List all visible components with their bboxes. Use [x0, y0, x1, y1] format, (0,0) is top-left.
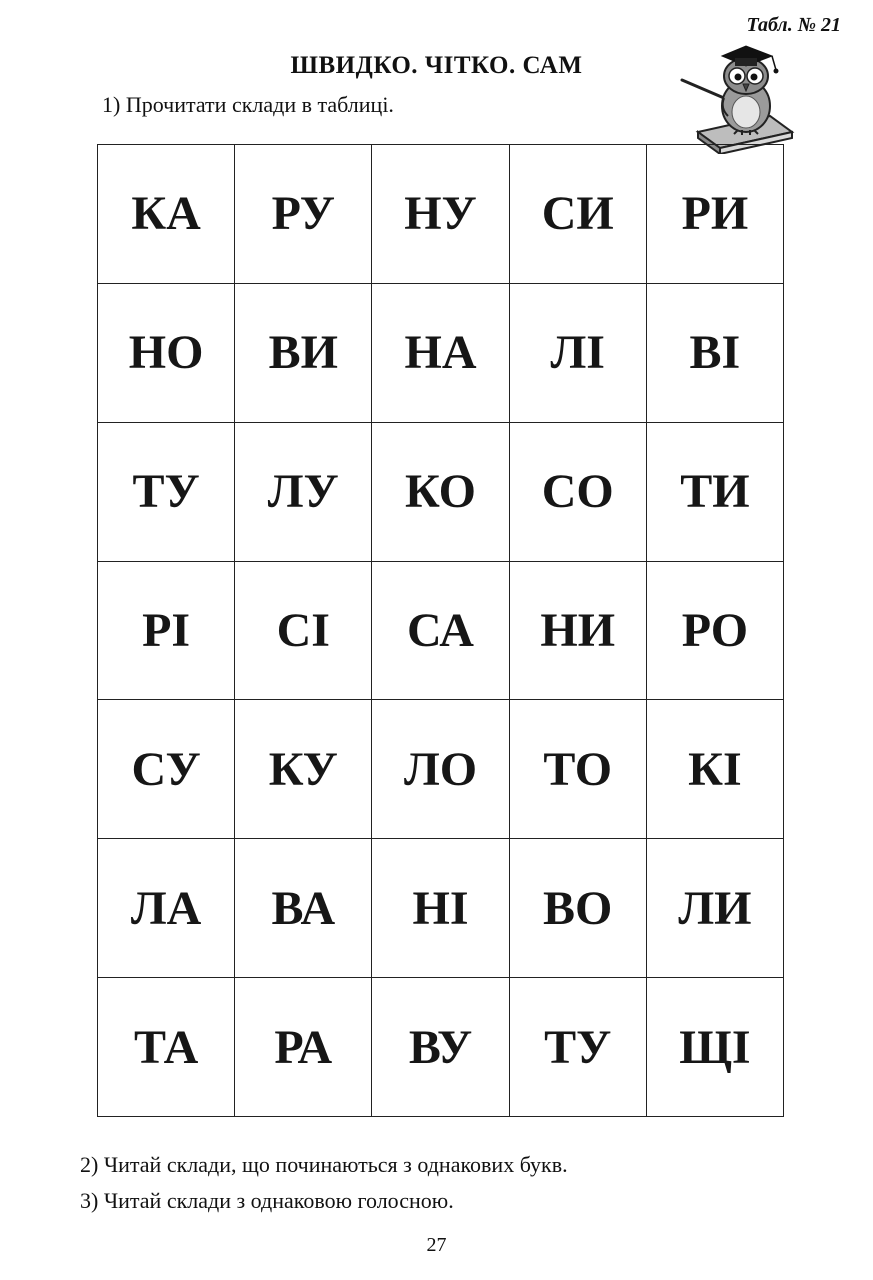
table-number: Табл. № 21: [746, 14, 841, 36]
syllable-cell: ТУ: [510, 978, 647, 1117]
syllable-cell: ТА: [98, 978, 235, 1117]
syllable-cell: НІ: [372, 839, 509, 978]
syllable-cell: ЛО: [372, 700, 509, 839]
syllable-cell: НА: [372, 284, 509, 423]
task-2-instruction: 2) Читай склади, що починаються з однакових букв.: [80, 1152, 568, 1177]
task-1-instruction: 1) Прочитати склади в таблиці.: [102, 92, 394, 117]
syllable-cell: НИ: [510, 562, 647, 701]
syllable-cell: ЛІ: [510, 284, 647, 423]
syllable-cell: СО: [510, 423, 647, 562]
syllable-cell: ЩІ: [647, 978, 784, 1117]
syllable-cell: СІ: [235, 562, 372, 701]
syllable-cell: РО: [647, 562, 784, 701]
syllable-cell: КА: [98, 145, 235, 284]
syllable-cell: ВА: [235, 839, 372, 978]
syllable-cell: СИ: [510, 145, 647, 284]
syllable-cell: РА: [235, 978, 372, 1117]
syllable-cell: ТУ: [98, 423, 235, 562]
syllable-cell: РУ: [235, 145, 372, 284]
syllable-cell: СА: [372, 562, 509, 701]
syllable-cell: ЛУ: [235, 423, 372, 562]
syllable-cell: РІ: [98, 562, 235, 701]
task-3-instruction: 3) Читай склади з однаковою голосною.: [80, 1188, 454, 1213]
syllable-cell: НУ: [372, 145, 509, 284]
syllable-cell: ВІ: [647, 284, 784, 423]
syllable-cell: ВИ: [235, 284, 372, 423]
page-title: ШВИДКО. ЧІТКО. САМ: [290, 52, 583, 79]
syllable-cell: ТИ: [647, 423, 784, 562]
syllable-cell: СУ: [98, 700, 235, 839]
syllable-cell: КУ: [235, 700, 372, 839]
syllable-cell: РИ: [647, 145, 784, 284]
syllable-cell: ВО: [510, 839, 647, 978]
syllable-cell: ТО: [510, 700, 647, 839]
owl-with-graduation-cap-on-book-icon: [680, 36, 800, 154]
syllable-cell: ЛИ: [647, 839, 784, 978]
syllable-cell: КІ: [647, 700, 784, 839]
syllable-cell: НО: [98, 284, 235, 423]
page-number: 27: [426, 1234, 447, 1256]
syllable-cell: КО: [372, 423, 509, 562]
syllable-cell: ЛА: [98, 839, 235, 978]
syllable-table: [97, 144, 784, 1117]
syllable-cell: ВУ: [372, 978, 509, 1117]
